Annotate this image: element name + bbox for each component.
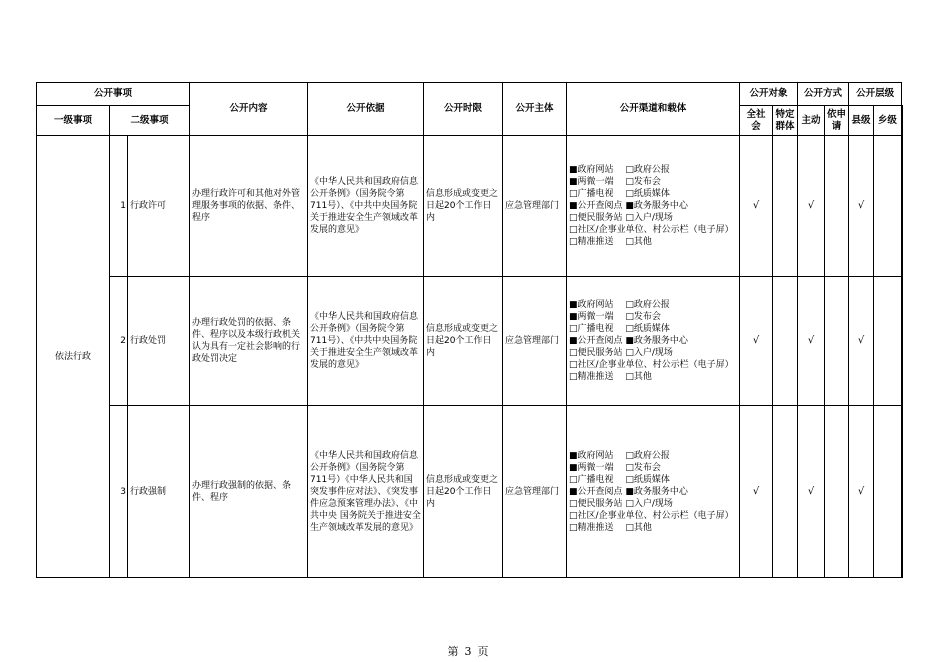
header-level: 公开层级 [849, 83, 902, 106]
channel-line: ■公开查阅点 ■政务服务中心 [569, 201, 688, 211]
level-county-mark: √ [849, 277, 874, 406]
table-row [37, 136, 902, 277]
header-target: 公开对象 [740, 83, 798, 106]
item-content: 办理行政许可和其他对外管理服务事项的依据、条件、程序 [190, 136, 308, 277]
channel-line: □便民服务站 □入户/现场 [569, 498, 673, 509]
method-active-mark: √ [798, 136, 825, 277]
channel-line: ■公开查阅点 ■政务服务中心 [569, 336, 688, 346]
row-number: 3 [110, 406, 128, 578]
item-subject: 应急管理部门 [503, 277, 567, 406]
channel-line: ■两微一端 □发布会 [569, 462, 661, 473]
item-content: 办理行政处罚的依据、条件、程序以及本级行政机关认为具有一定社会影响的行政处罚决定 [190, 277, 308, 406]
channel-line: □社区/企事业单位、村公示栏（电子屏） [569, 360, 734, 370]
item-basis: 《中华人民共和国政府信息公开条例》（国务院令第711号）《中华人民共和国突发事件应对法》、《突发事件应急预案管理办法》、《中共中央 国务院关于推进安全生产领域改革发展的意见》 [308, 406, 424, 578]
header-items: 公开事项 [37, 83, 190, 106]
method-active-mark: √ [798, 277, 825, 406]
table-row [37, 277, 902, 406]
category-cell: 依法行政 [37, 136, 110, 578]
header-channel: 公开渠道和载体 [567, 83, 740, 136]
target-group-mark [773, 277, 798, 406]
header-method-active: 主动 [798, 106, 825, 136]
channel-line: □广播电视 □纸质媒体 [569, 474, 670, 485]
page-suffix: 页 [477, 645, 489, 658]
item-channels [567, 406, 740, 578]
channel-line: ■公开查阅点 ■政务服务中心 [569, 486, 688, 497]
channel-line: ■政府网站 □政府公报 [569, 300, 670, 310]
disclosure-table [36, 82, 903, 578]
channel-line: ■政府网站 □政府公报 [569, 165, 670, 175]
channel-line: □便民服务站 □入户/现场 [569, 213, 673, 223]
table-row [37, 406, 902, 578]
target-all-mark: √ [740, 136, 773, 277]
header-level2: 二级事项 [110, 106, 190, 136]
channel-line: □广播电视 □纸质媒体 [569, 189, 670, 199]
channel-line: □精准推送 □其他 [569, 372, 652, 382]
page-number [0, 643, 936, 659]
item-timelimit: 信息形成或变更之日起20个工作日内 [424, 406, 503, 578]
channel-line: □精准推送 □其他 [569, 237, 652, 247]
item-name: 行政处罚 [128, 277, 190, 406]
channel-line: □精准推送 □其他 [569, 522, 652, 533]
target-all-mark: √ [740, 406, 773, 578]
row-number: 1 [110, 136, 128, 277]
target-group-mark [773, 406, 798, 578]
item-subject: 应急管理部门 [503, 406, 567, 578]
item-channels [567, 136, 740, 277]
level-town-mark [874, 136, 902, 277]
level-county-mark: √ [849, 406, 874, 578]
header-subject: 公开主体 [503, 83, 567, 136]
channel-line: □社区/企事业单位、村公示栏（电子屏） [569, 510, 734, 521]
method-apply-mark [825, 136, 849, 277]
item-subject: 应急管理部门 [503, 136, 567, 277]
channel-line: ■两微一端 □发布会 [569, 177, 661, 187]
header-target-group: 特定群体 [773, 106, 798, 136]
header-target-all: 全社会 [740, 106, 773, 136]
header-basis: 公开依据 [308, 83, 424, 136]
header-method: 公开方式 [798, 83, 849, 106]
page-value: 3 [464, 645, 472, 658]
item-content: 办理行政强制的依据、条件、程序 [190, 406, 308, 578]
header-content: 公开内容 [190, 83, 308, 136]
method-apply-mark [825, 406, 849, 578]
level-town-mark [874, 406, 902, 578]
target-all-mark: √ [740, 277, 773, 406]
item-basis: 《中华人民共和国政府信息公开条例》（国务院令第711号）、《中共中央国务院关于推进安全生产领域改革发展的意见》 [308, 277, 424, 406]
header-level-county: 县级 [849, 106, 874, 136]
item-name: 行政强制 [128, 406, 190, 578]
method-apply-mark [825, 277, 849, 406]
level-town-mark [874, 277, 902, 406]
item-basis: 《中华人民共和国政府信息公开条例》（国务院令第711号）、《中共中央国务院关于推进安全生产领域改革发展的意见》 [308, 136, 424, 277]
channel-line: ■两微一端 □发布会 [569, 312, 661, 322]
item-channels [567, 277, 740, 406]
channel-line: ■政府网站 □政府公报 [569, 450, 670, 461]
channel-line: □便民服务站 □入户/现场 [569, 348, 673, 358]
page-prefix: 第 [447, 645, 459, 658]
header-level1: 一级事项 [37, 106, 110, 136]
header-row-1 [37, 83, 902, 106]
item-name: 行政许可 [128, 136, 190, 277]
level-county-mark: √ [849, 136, 874, 277]
target-group-mark [773, 136, 798, 277]
item-timelimit: 信息形成或变更之日起20个工作日内 [424, 136, 503, 277]
row-number: 2 [110, 277, 128, 406]
header-timelimit: 公开时限 [424, 83, 503, 136]
header-method-apply: 依申请 [825, 106, 849, 136]
channel-line: □社区/企事业单位、村公示栏（电子屏） [569, 225, 734, 235]
item-timelimit: 信息形成或变更之日起20个工作日内 [424, 277, 503, 406]
channel-line: □广播电视 □纸质媒体 [569, 324, 670, 334]
method-active-mark: √ [798, 406, 825, 578]
header-level-town: 乡级 [874, 106, 902, 136]
